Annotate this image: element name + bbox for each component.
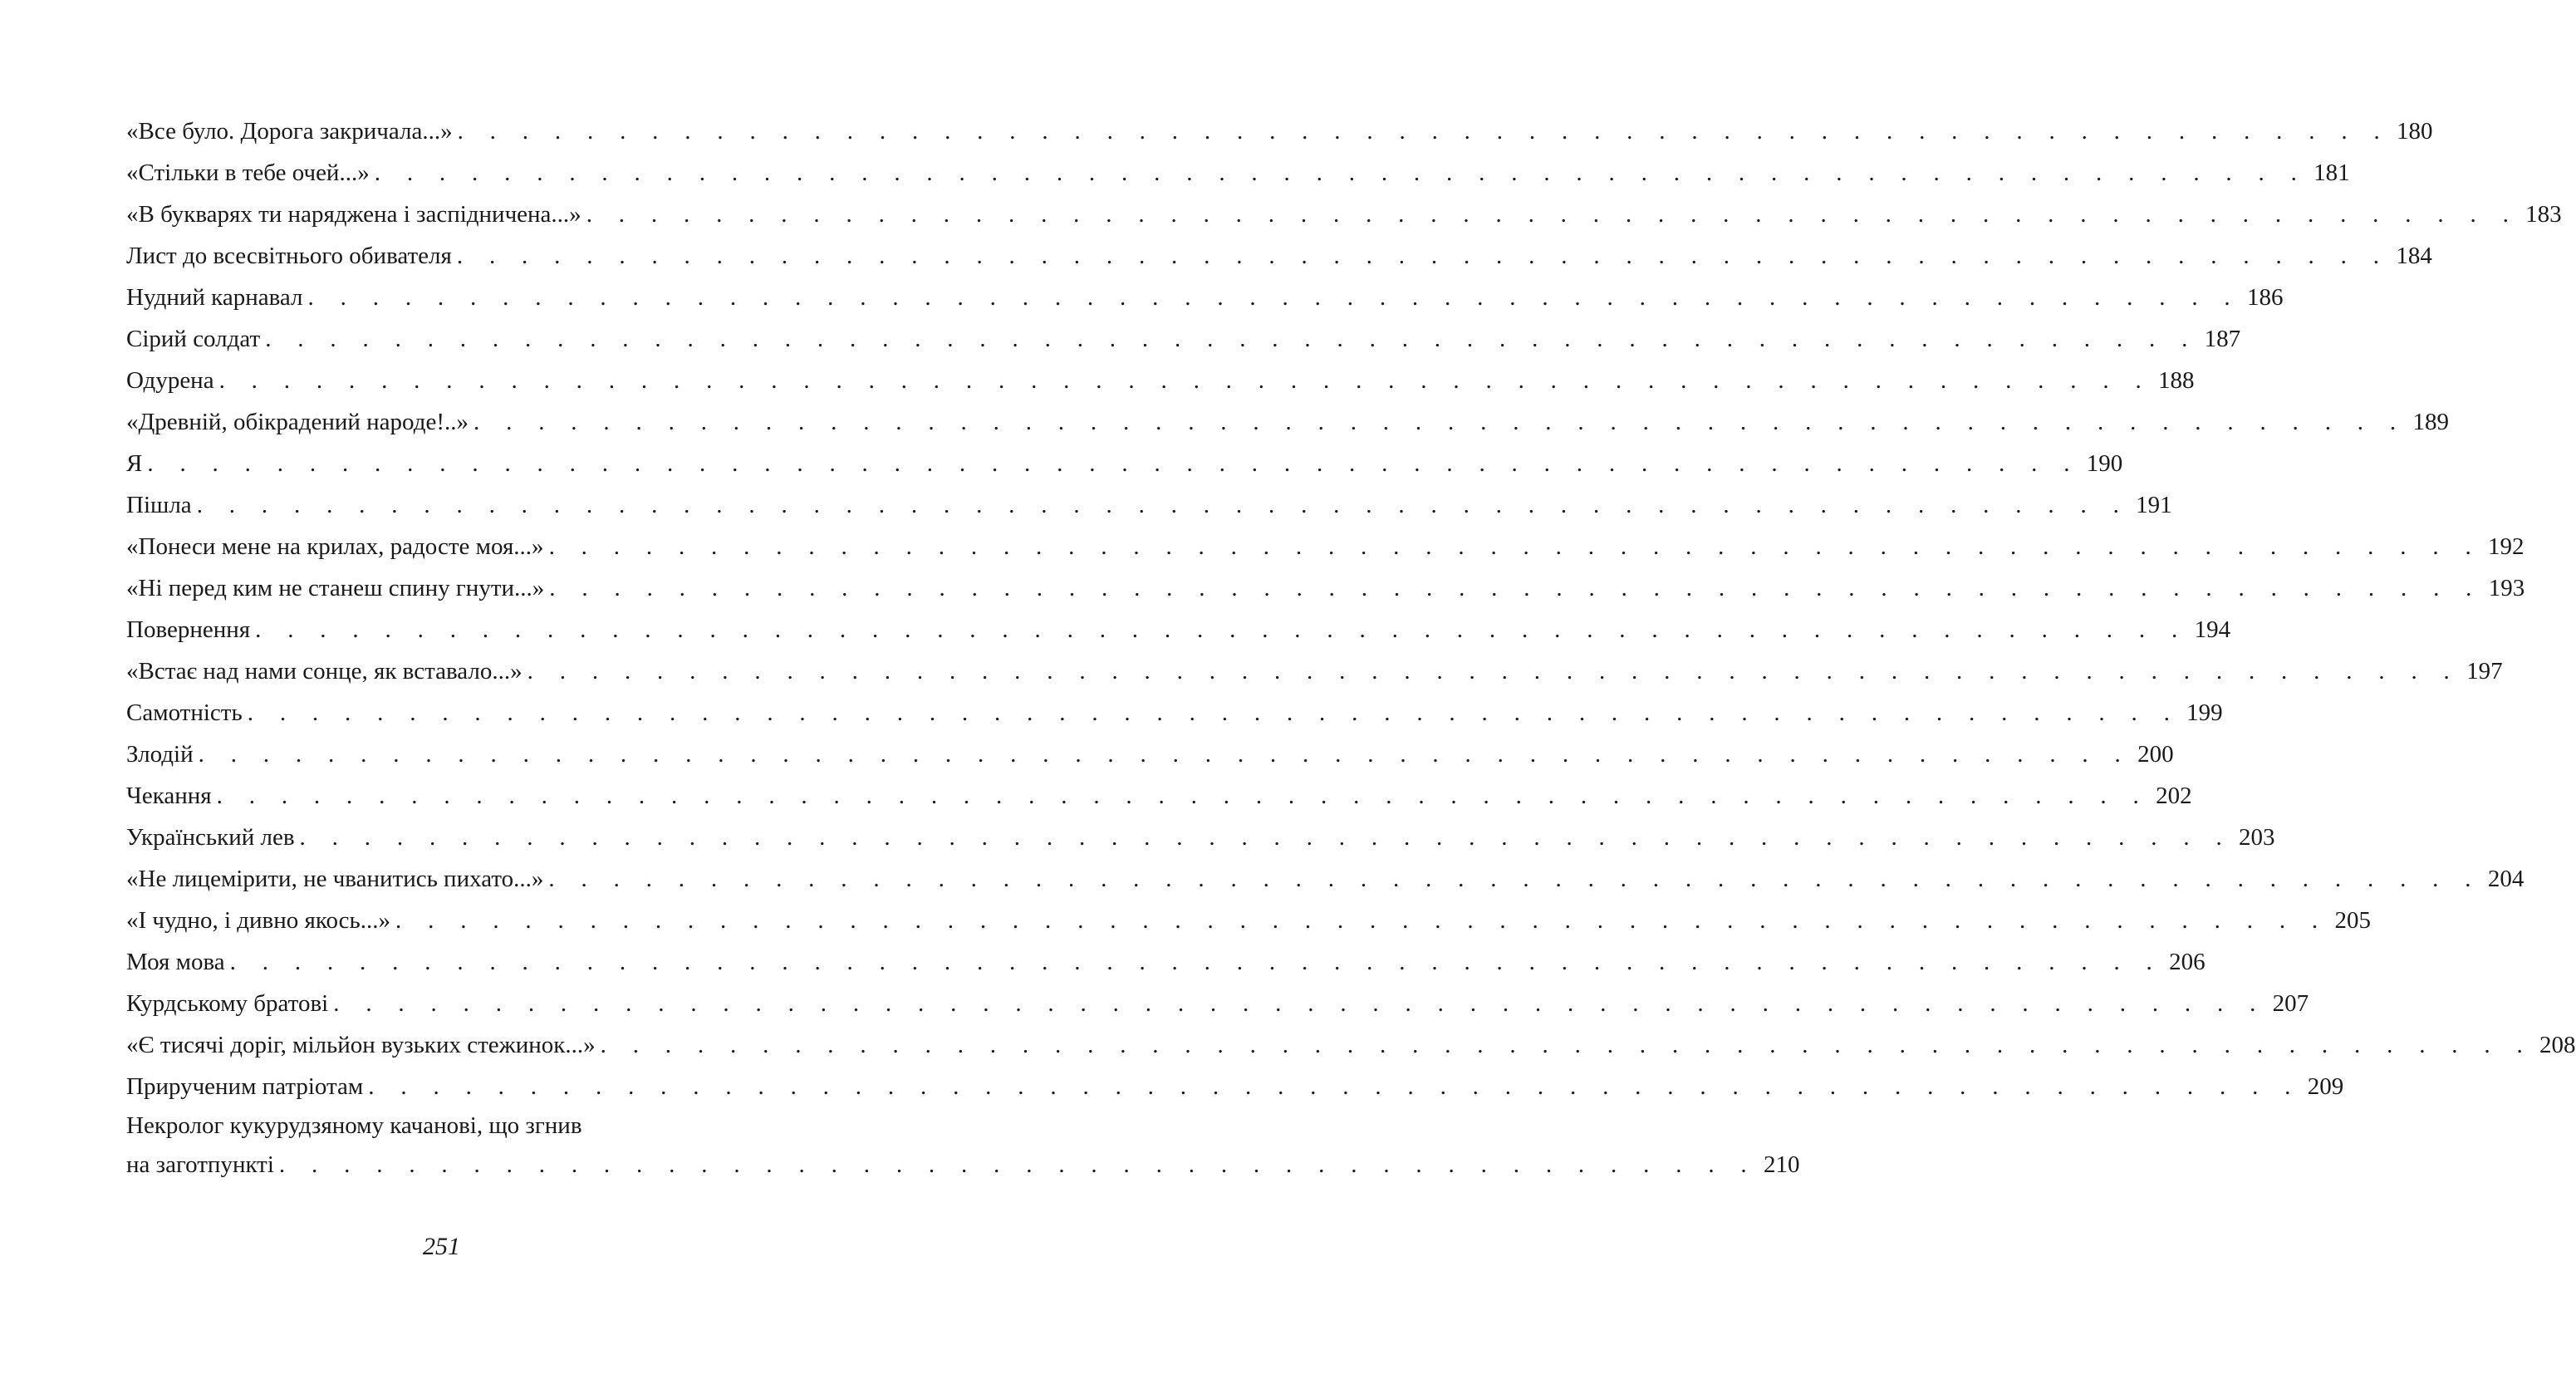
toc-entry-page: 194 bbox=[2194, 616, 2231, 643]
toc-entry bbox=[126, 983, 2309, 1024]
toc-entry-page: 197 bbox=[2466, 658, 2503, 685]
toc-entry-line bbox=[126, 858, 2524, 900]
toc-entry bbox=[126, 817, 2275, 858]
toc-entry-title: Сірий солдат bbox=[126, 326, 261, 352]
dot-leader: . . . . . . . . . . . . . . . . . . . . . . . . . . . . . . . . . . . . . . . . . . . . . . . . . . . . . . . . . . . . bbox=[255, 616, 2188, 643]
toc-entry-page: 205 bbox=[2334, 907, 2371, 934]
toc-entry bbox=[126, 526, 2524, 567]
toc-entry-page: 207 bbox=[2272, 990, 2309, 1017]
toc-entry-title: «Встає над нами сонце, як вставало...» bbox=[126, 658, 523, 685]
toc-entry-title: Злодій bbox=[126, 741, 194, 768]
dot-leader: . . . . . . . . . . . . . . . . . . . . . . . . . . . . . . . . . . . . . . . . . . . . . . . . . . . . . . . . . . . . bbox=[548, 533, 2482, 560]
toc-entry-title: «Ні перед ким не станеш спину гнути...» bbox=[126, 575, 545, 601]
toc-entry-line bbox=[126, 443, 2123, 484]
toc-entry-line bbox=[126, 1066, 2344, 1107]
toc-entry-title: Некролог кукурудзяному качанові, що згнив bbox=[126, 1112, 582, 1139]
dot-leader: . . . . . . . . . . . . . . . . . . . . . . . . . . . . . . . . . . . . . . . . . . . . . . . . . . . . . . . . . . . . bbox=[548, 866, 2481, 892]
toc-entry bbox=[126, 110, 2433, 152]
toc-entry-title: «Не лицемірити, не чванитись пихато...» bbox=[126, 866, 544, 892]
toc-entry-line bbox=[126, 983, 2309, 1024]
toc-entry-page: 199 bbox=[2186, 699, 2223, 726]
toc-entry bbox=[126, 360, 2195, 401]
toc-entry-page: 190 bbox=[2086, 450, 2123, 477]
toc-entry bbox=[126, 775, 2192, 817]
toc-entry-title: Прирученим патріотам bbox=[126, 1073, 364, 1100]
toc-entry-title: Я bbox=[126, 450, 143, 477]
toc-entry-line bbox=[126, 567, 2525, 609]
dot-leader: . . . . . . . . . . . . . . . . . . . . . . . . . . . . . . . . . . . . . . . . . . . . . . bbox=[278, 1151, 1757, 1178]
toc-entry-line bbox=[126, 692, 2223, 734]
toc-entry-page: 206 bbox=[2169, 949, 2206, 975]
dot-leader: . . . . . . . . . . . . . . . . . . . . . . . . . . . . . . . . . . . . . . . . . . . . . . . . . . . . . . . . . . . . bbox=[586, 201, 2520, 228]
toc-entry-title: Моя мова bbox=[126, 949, 225, 975]
toc-entry-title: Лист до всесвітнього обивателя bbox=[126, 243, 452, 269]
toc-entry-page: 186 bbox=[2246, 284, 2284, 311]
toc-entry-title: «І чудно, і дивно якось...» bbox=[126, 907, 391, 934]
toc-entry-title: Пішла bbox=[126, 492, 192, 518]
toc-entry-title: «Стільки в тебе очей...» bbox=[126, 159, 370, 186]
toc-entry-title: Український лев bbox=[126, 824, 295, 851]
toc-entry-line bbox=[126, 152, 2350, 194]
toc-entry-line bbox=[126, 1144, 1800, 1185]
toc-entry bbox=[126, 484, 2172, 526]
toc-entry bbox=[126, 1066, 2344, 1107]
toc-list bbox=[126, 110, 2576, 1107]
dot-leader: . . . . . . . . . . . . . . . . . . . . . . . . . . . . . . . . . . . . . . . . . . . . . . . . . . . . . . . . . . . . bbox=[196, 492, 2130, 518]
toc-entry-line bbox=[126, 526, 2524, 567]
table-of-contents bbox=[126, 110, 2576, 1185]
toc-entry-page: 189 bbox=[2412, 409, 2449, 435]
dot-leader: . . . . . . . . . . . . . . . . . . . . . . . . . . . . . . . . . . . . . . . . . . . . . . . . . . . . . . . . . . . . bbox=[216, 783, 2150, 809]
toc-entry bbox=[126, 235, 2432, 277]
dot-leader: . . . . . . . . . . . . . . . . . . . . . . . . . . . . . . . . . . . . . . . . . . . . . . . . . . . . . . . . . . . . bbox=[368, 1073, 2301, 1100]
dot-leader: . . . . . . . . . . . . . . . . . . . . . . . . . . . . . . . . . . . . . . . . . . . . . . . . . . . . . . . . . . . . bbox=[374, 159, 2308, 186]
dot-leader: . . . . . . . . . . . . . . . . . . . . . . . . . . . . . . . . . . . . . . . . . . . . . . . . . . . . . . . . . . . . bbox=[307, 284, 2240, 311]
toc-entry-line bbox=[126, 360, 2195, 401]
dot-leader: . . . . . . . . . . . . . . . . . . . . . . . . . . . . . . . . . . . . . . . . . . . . . . . . . . . . . . . . . . . . bbox=[600, 1032, 2534, 1058]
toc-entry-title: Повернення bbox=[126, 616, 251, 643]
dot-leader: . . . . . . . . . . . . . . . . . . . . . . . . . . . . . . . . . . . . . . . . . . . . . . . . . . . . . . . . . . . . bbox=[265, 326, 2198, 352]
toc-entry-title: Курдському братові bbox=[126, 990, 329, 1017]
toc-entry bbox=[126, 194, 2562, 235]
toc-entry-title: «Все було. Дорога закричала...» bbox=[126, 118, 453, 145]
toc-entry bbox=[126, 692, 2223, 734]
toc-entry-page: 192 bbox=[2488, 533, 2524, 560]
toc-entry-page: 209 bbox=[2307, 1073, 2344, 1100]
page-number: 251 bbox=[423, 1233, 460, 1260]
dot-leader: . . . . . . . . . . . . . . . . . . . . . . . . . . . . . . . . . . . . . . . . . . . . . . . . . . . . . . . . . . . . bbox=[218, 367, 2152, 394]
toc-entry-title: «Понеси мене на крилах, радосте моя...» bbox=[126, 533, 544, 560]
toc-entry-title: Самотність bbox=[126, 699, 243, 726]
toc-entry-page: 204 bbox=[2487, 866, 2524, 892]
dot-leader: . . . . . . . . . . . . . . . . . . . . . . . . . . . . . . . . . . . . . . . . . . . . . . . . . . . . . . . . . . . . bbox=[527, 658, 2461, 685]
toc-entry bbox=[126, 1107, 1800, 1185]
toc-entry bbox=[126, 858, 2524, 900]
toc-entry-page: 183 bbox=[2525, 201, 2562, 228]
toc-entry-line bbox=[126, 484, 2172, 526]
dot-leader: . . . . . . . . . . . . . . . . . . . . . . . . . . . . . . . . . . . . . . . . . . . . . . . . . . . . . . . . . . . . bbox=[456, 243, 2390, 269]
toc-entry-page: 180 bbox=[2397, 118, 2433, 145]
toc-entry-line bbox=[126, 900, 2371, 941]
toc-entry bbox=[126, 734, 2174, 775]
toc-entry-title: Одурена bbox=[126, 367, 214, 394]
toc-entry-line bbox=[126, 817, 2275, 858]
toc-entry bbox=[126, 609, 2231, 650]
toc-entry-line bbox=[126, 318, 2241, 360]
toc-entry-line bbox=[126, 1024, 2576, 1066]
dot-leader: . . . . . . . . . . . . . . . . . . . . . . . . . . . . . . . . . . . . . . . . . . . . . . . . . . . . . . . . . . . . bbox=[198, 741, 2132, 768]
dot-leader: . . . . . . . . . . . . . . . . . . . . . . . . . . . . . . . . . . . . . . . . . . . . . . . . . . . . . . . . . . . . bbox=[333, 990, 2266, 1017]
toc-entry-title: «В букварях ти наряджена і заспідничена...» bbox=[126, 201, 581, 228]
toc-entry-page: 193 bbox=[2488, 575, 2525, 601]
toc-entry-line bbox=[126, 650, 2503, 692]
toc-entry-page: 188 bbox=[2158, 367, 2195, 394]
toc-entry-line bbox=[126, 235, 2432, 277]
toc-entry bbox=[126, 941, 2206, 983]
toc-entry-page: 202 bbox=[2156, 783, 2192, 809]
dot-leader: . . . . . . . . . . . . . . . . . . . . . . . . . . . . . . . . . . . . . . . . . . . . . . . . . . . . . . . . . . . . bbox=[549, 575, 2482, 601]
dot-leader: . . . . . . . . . . . . . . . . . . . . . . . . . . . . . . . . . . . . . . . . . . . . . . . . . . . . . . . . . . . . bbox=[299, 824, 2232, 851]
toc-entry-page: 181 bbox=[2313, 159, 2350, 186]
toc-entry-page: 210 bbox=[1763, 1151, 1800, 1178]
dot-leader: . . . . . . . . . . . . . . . . . . . . . . . . . . . . . . . . . . . . . . . . . . . . . . . . . . . . . . . . . . . . bbox=[247, 699, 2181, 726]
toc-entry-title: «Є тисячі доріг, мільйон вузьких стежинок...» bbox=[126, 1032, 596, 1058]
toc-entry bbox=[126, 401, 2449, 443]
toc-entry-line bbox=[126, 734, 2174, 775]
toc-entry-page: 187 bbox=[2204, 326, 2241, 352]
toc-entry bbox=[126, 567, 2525, 609]
toc-entry bbox=[126, 650, 2503, 692]
toc-entry-title: Нудний карнавал bbox=[126, 284, 303, 311]
toc-entry-line bbox=[126, 775, 2192, 817]
toc-entry-title: «Древній, обікрадений народе!..» bbox=[126, 409, 469, 435]
toc-entry-page: 200 bbox=[2137, 741, 2174, 768]
toc-entry bbox=[126, 318, 2241, 360]
dot-leader: . . . . . . . . . . . . . . . . . . . . . . . . . . . . . . . . . . . . . . . . . . . . . . . . . . . . . . . . . . . . bbox=[457, 118, 2391, 145]
toc-entry bbox=[126, 152, 2350, 194]
toc-entry-page: 208 bbox=[2539, 1032, 2576, 1058]
toc-entry-title: Чекання bbox=[126, 783, 212, 809]
toc-entry-line bbox=[126, 277, 2284, 318]
dot-leader: . . . . . . . . . . . . . . . . . . . . . . . . . . . . . . . . . . . . . . . . . . . . . . . . . . . . . . . . . . . . bbox=[147, 450, 2080, 477]
toc-entry-line bbox=[126, 110, 2433, 152]
toc-entry bbox=[126, 277, 2284, 318]
toc-entry-line bbox=[126, 401, 2449, 443]
toc-entry bbox=[126, 443, 2123, 484]
toc-entry bbox=[126, 900, 2371, 941]
toc-entry-line bbox=[126, 609, 2231, 650]
toc-entry-line bbox=[126, 941, 2206, 983]
toc-entry bbox=[126, 1024, 2576, 1066]
toc-entry-page: 191 bbox=[2136, 492, 2172, 518]
toc-entry-page: 203 bbox=[2239, 824, 2275, 851]
dot-leader: . . . . . . . . . . . . . . . . . . . . . . . . . . . . . . . . . . . . . . . . . . . . . . . . . . . . . . . . . . . . bbox=[229, 949, 2163, 975]
toc-entry-title-continued: на заготпункті bbox=[126, 1151, 274, 1178]
dot-leader: . . . . . . . . . . . . . . . . . . . . . . . . . . . . . . . . . . . . . . . . . . . . . . . . . . . . . . . . . . . . bbox=[395, 907, 2328, 934]
toc-entry-page: 184 bbox=[2396, 243, 2432, 269]
dot-leader: . . . . . . . . . . . . . . . . . . . . . . . . . . . . . . . . . . . . . . . . . . . . . . . . . . . . . . . . . . . . bbox=[473, 409, 2407, 435]
toc-entry-line bbox=[126, 194, 2562, 235]
